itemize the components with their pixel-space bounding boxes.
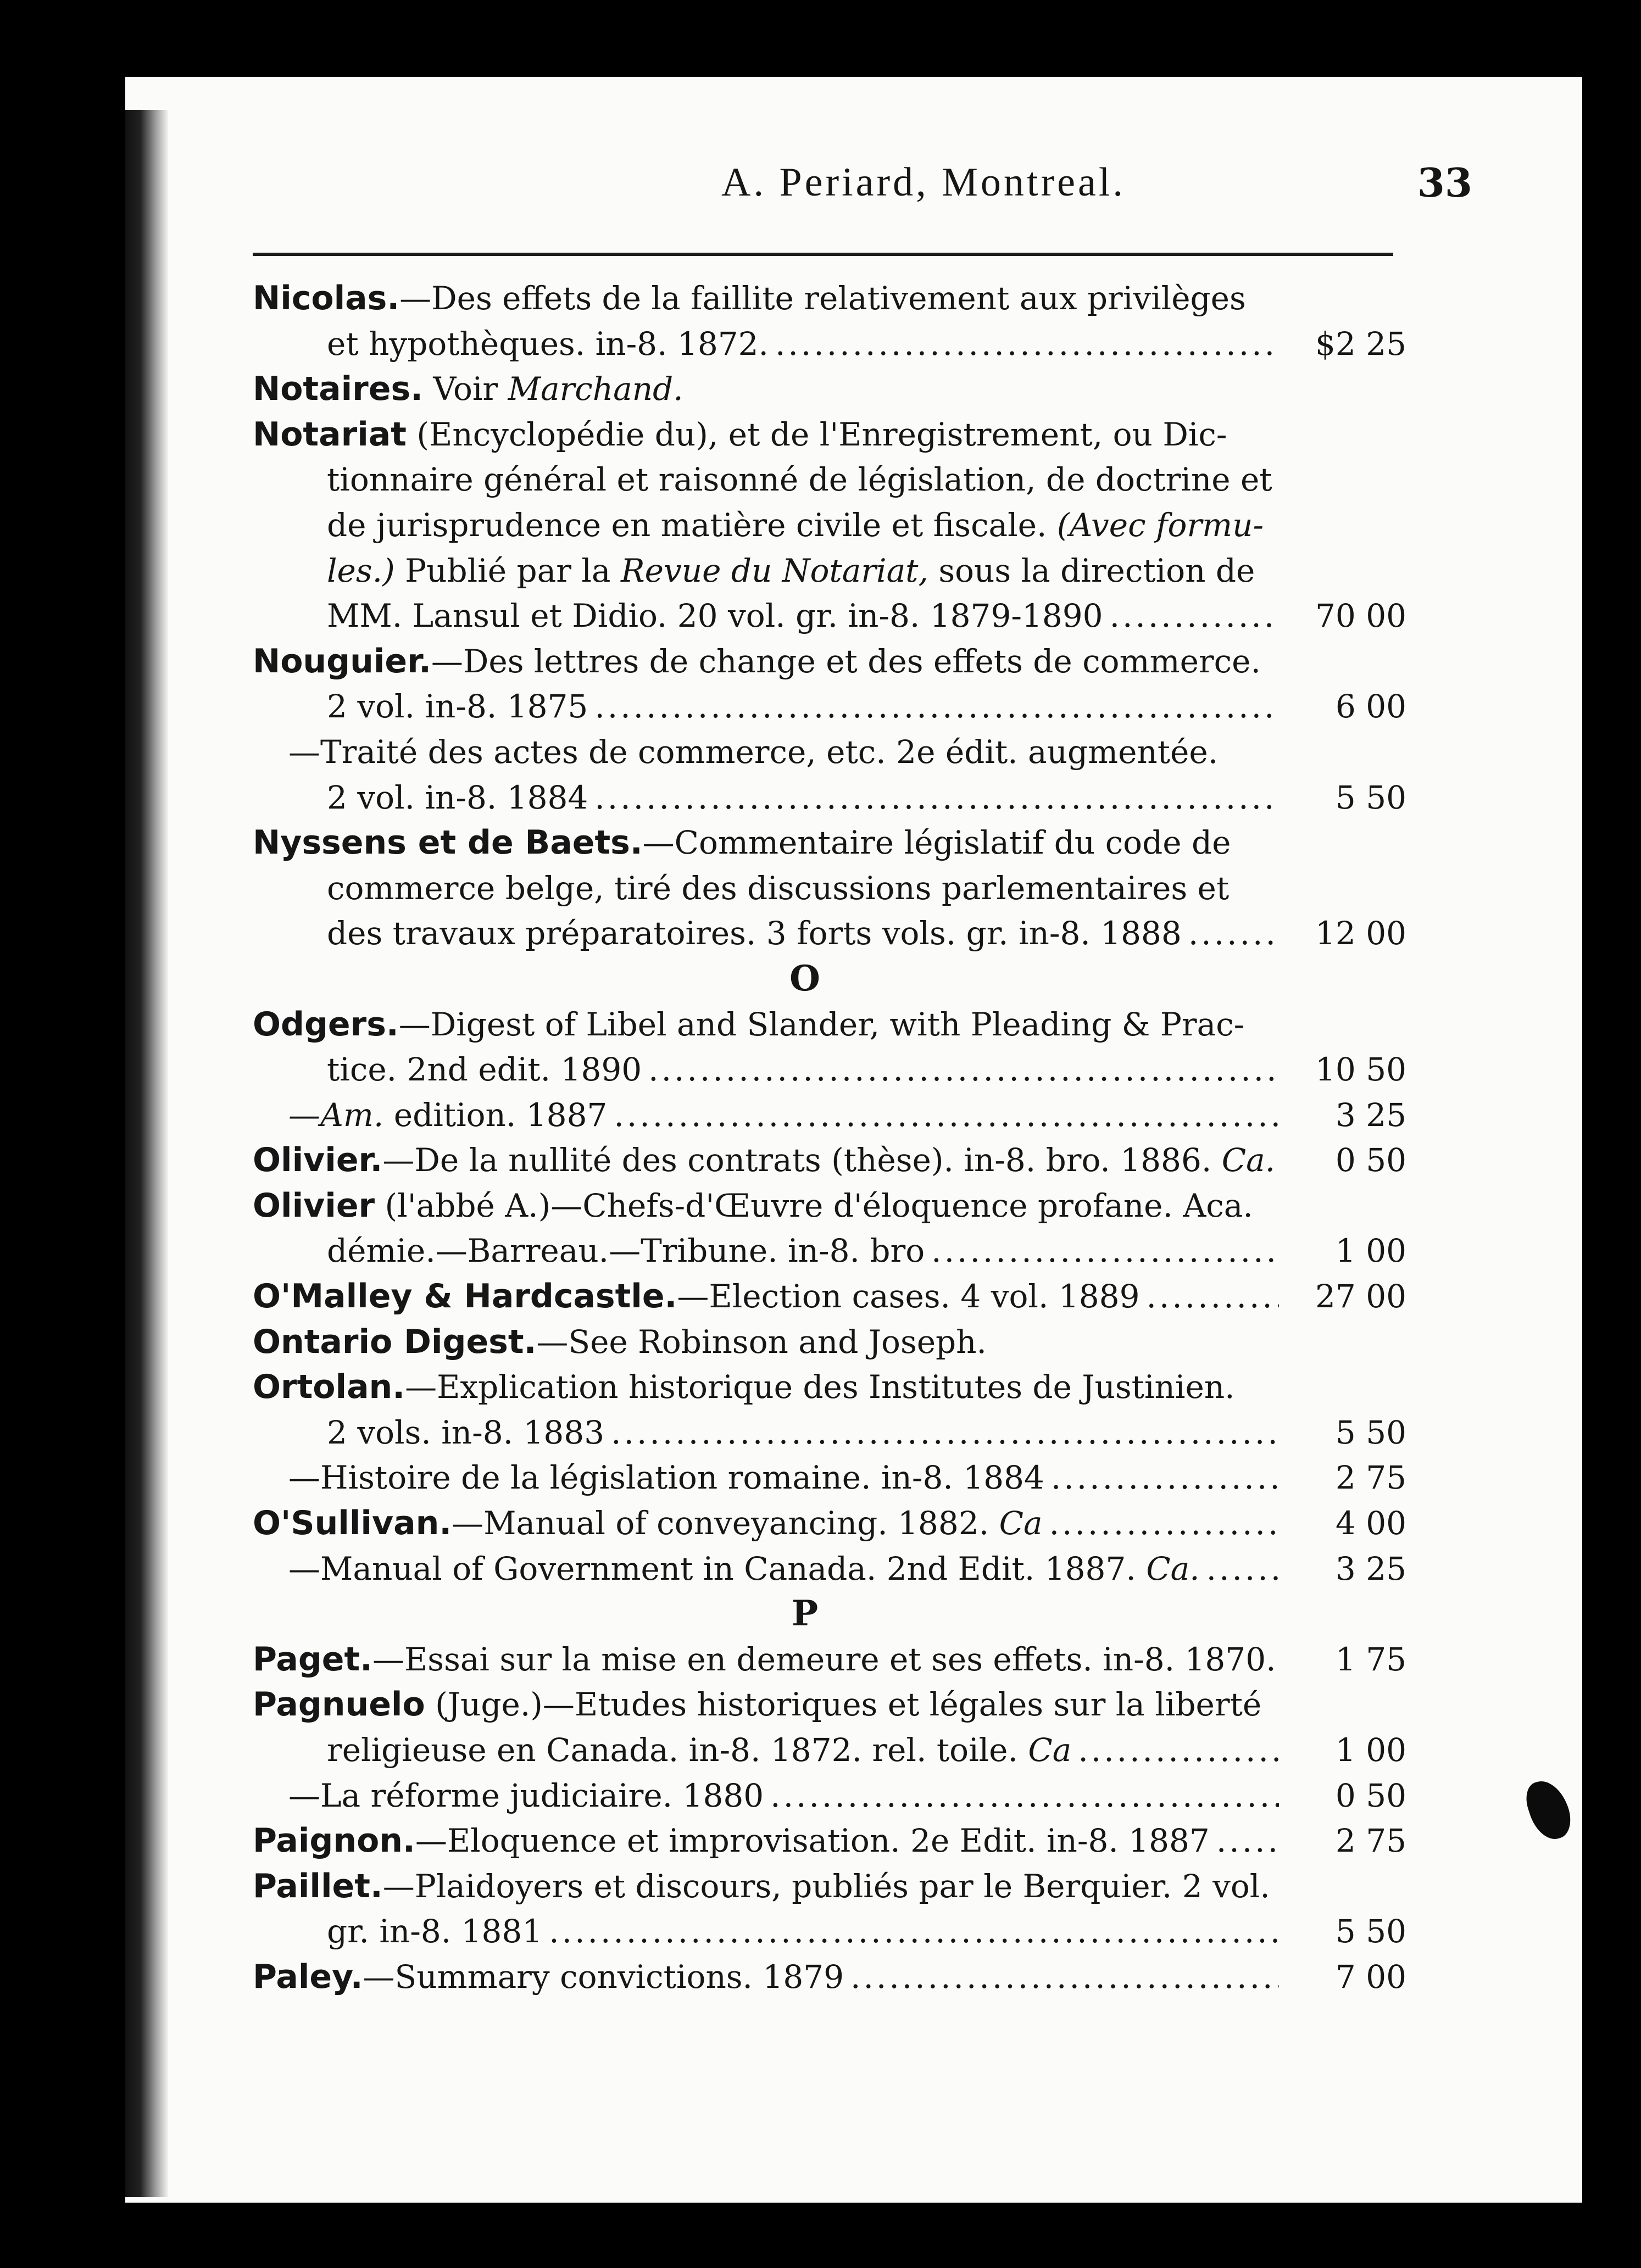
leader-dots <box>1146 1274 1279 1319</box>
entry-line <box>253 1047 1423 1093</box>
entry-line <box>253 1364 1423 1410</box>
entry-text: Voir <box>422 370 508 408</box>
entry-line <box>253 1637 1423 1682</box>
entry-author: Nyssens et de Baets. <box>253 823 643 862</box>
entry-author: Nouguier. <box>253 642 431 681</box>
leader-dots <box>1206 1546 1279 1592</box>
entry-author: Paley. <box>253 1957 363 1996</box>
entry-line <box>253 276 1423 321</box>
entry-author: Paillet. <box>253 1866 383 1905</box>
entry-author: Olivier <box>253 1186 375 1225</box>
leader-dots <box>1188 911 1279 956</box>
entry-price: 12 00 <box>1315 915 1406 952</box>
entry-text: (Encyclopédie du), et de l'Enregistrement, ou Dic- <box>406 415 1227 453</box>
entry-text: —Des lettres de change et des effets de commerce. <box>431 642 1261 680</box>
entry-price: 1 75 <box>1335 1640 1406 1678</box>
entry-text: —Essai sur la mise en demeure et ses effets. in-8. 1870. <box>372 1640 1276 1678</box>
entry-author: Notariat <box>253 415 407 454</box>
entry-price: 3 25 <box>1335 1096 1406 1134</box>
entry-text: —Commentaire législatif du code de <box>642 824 1231 862</box>
leader-dots <box>1049 1501 1279 1546</box>
running-header <box>125 159 1582 220</box>
entry-text: (l'abbé A.)—Chefs-d'Œuvre d'éloquence profane. Aca. <box>375 1186 1253 1224</box>
entry-text: —Histoire de la législation romaine. in-8. 1884 <box>288 1459 1044 1497</box>
leader-dots <box>594 775 1279 821</box>
entry-author: Ortolan. <box>253 1368 405 1407</box>
entry-line <box>253 593 1423 639</box>
leader-dots <box>775 321 1279 367</box>
entry-line <box>253 1093 1423 1138</box>
entry-price: 0 50 <box>1335 1141 1406 1179</box>
entry-line <box>253 503 1423 548</box>
entry-author: O'Malley & Hardcastle. <box>253 1277 677 1316</box>
entry-price: 3 25 <box>1335 1550 1406 1587</box>
catalog-entries <box>253 276 1423 2000</box>
leader-dots <box>594 684 1279 729</box>
entry-author: Olivier. <box>253 1141 383 1180</box>
entry-italic: (Avec formu- <box>1056 506 1264 544</box>
entry-text: et hypothèques. in-8. 1872. <box>327 325 769 363</box>
leader-dots <box>648 1047 1279 1093</box>
leader-dots <box>1078 1728 1279 1773</box>
entry-text: 2 vols. in-8. 1883 <box>327 1413 605 1451</box>
entry-author: Nicolas. <box>253 279 400 317</box>
entry-text: 2 vol. in-8. 1884 <box>327 778 588 816</box>
entry-price: 7 00 <box>1335 1958 1406 1996</box>
entry-price: 27 00 <box>1315 1278 1406 1316</box>
entry-text: commerce belge, tiré des discussions parlementaires et <box>327 869 1230 907</box>
entry-author: O'Sullivan. <box>253 1504 452 1543</box>
entry-author: Notaires. <box>253 370 423 409</box>
entry-text: démie.—Barreau.—Tribune. in-8. bro <box>327 1232 925 1270</box>
leader-dots <box>1110 593 1279 639</box>
entry-price: $2 25 <box>1315 325 1406 363</box>
entry-line <box>253 729 1423 775</box>
entry-price: 10 50 <box>1315 1051 1406 1089</box>
entry-line <box>253 684 1423 729</box>
book-page <box>125 77 1582 2203</box>
entry-text: gr. in-8. 1881 <box>327 1913 543 1951</box>
entry-line <box>253 1728 1423 1773</box>
entry-text: religieuse en Canada. in-8. 1872. rel. toile. <box>327 1731 1028 1769</box>
header-rule <box>253 253 1393 256</box>
ink-blot <box>1521 1775 1577 1845</box>
entry-line <box>253 1410 1423 1456</box>
entry-line <box>253 1002 1423 1047</box>
entry-italic: Ca <box>999 1504 1043 1542</box>
entry-text: —Traité des actes de commerce, etc. 2e édit. augmentée. <box>288 733 1219 771</box>
entry-italic: —Am. <box>288 1096 384 1134</box>
entry-text: tice. 2nd edit. 1890 <box>327 1051 642 1089</box>
entry-line <box>253 1909 1423 1954</box>
entry-text: —Manual of conveyancing. 1882. <box>452 1504 999 1542</box>
entry-text: —Plaidoyers et discours, publiés par le Berquier. 2 vol. <box>382 1867 1270 1905</box>
entry-line <box>253 1274 1423 1319</box>
leader-dots <box>611 1410 1279 1456</box>
entry-line <box>253 457 1423 503</box>
entry-text: —Eloquence et improvisation. 2e Edit. in-8. 1887 <box>415 1822 1210 1860</box>
entry-line <box>253 548 1423 594</box>
entry-text: 2 vol. in-8. 1875 <box>327 688 588 726</box>
page-number: 33 <box>1417 159 1472 206</box>
entry-text: edition. 1887 <box>383 1096 608 1134</box>
entry-line <box>253 1138 1423 1183</box>
entry-line <box>253 1183 1423 1229</box>
entry-price: 4 00 <box>1335 1504 1406 1542</box>
entry-text: Publié par la <box>394 551 621 589</box>
entry-text: —Election cases. 4 vol. 1889 <box>677 1278 1140 1316</box>
entry-line <box>253 412 1423 458</box>
entry-text: —Des effets de la faillite relativement aux privilèges <box>399 280 1246 317</box>
entry-price: 1 00 <box>1335 1731 1406 1769</box>
entry-author: Paignon. <box>253 1821 415 1860</box>
entry-italic: Ca <box>1028 1731 1072 1769</box>
entry-text: —See Robinson and Joseph. <box>536 1323 987 1361</box>
book-spine-shadow <box>125 110 168 2197</box>
entry-author: Ontario Digest. <box>253 1322 537 1361</box>
entry-author: Paget. <box>253 1640 372 1679</box>
entry-text: MM. Lansul et Didio. 20 vol. gr. in-8. 1879-1890 <box>327 597 1103 635</box>
leader-dots <box>1051 1455 1279 1501</box>
entry-text: (Juge.)—Etudes historiques et légales sur la liberté <box>425 1686 1262 1724</box>
entry-line <box>253 321 1423 367</box>
entry-price: 1 00 <box>1335 1232 1406 1270</box>
entry-line <box>253 1455 1423 1501</box>
entry-line <box>253 1319 1423 1365</box>
section-letter: O <box>789 957 820 999</box>
entry-text: —Summary convictions. 1879 <box>363 1958 844 1996</box>
entry-italic: Marchand. <box>508 370 683 408</box>
entry-text: —Digest of Libel and Slander, with Pleading & Prac- <box>398 1005 1245 1043</box>
entry-line <box>253 639 1423 684</box>
entry-price: 2 75 <box>1335 1822 1406 1860</box>
entry-line <box>253 911 1423 956</box>
entry-line <box>253 775 1423 821</box>
entry-price: 5 50 <box>1335 778 1406 816</box>
entry-italic: Ca. <box>1146 1550 1200 1587</box>
entry-line <box>253 1954 1423 2000</box>
header-title: A. Periard, Montreal. <box>721 160 1126 205</box>
leader-dots <box>1216 1818 1279 1864</box>
entry-italic: les.) <box>327 551 395 589</box>
entry-price: 5 50 <box>1335 1913 1406 1951</box>
entry-line <box>253 866 1423 911</box>
entry-line <box>253 366 1423 412</box>
entry-price: 0 50 <box>1335 1776 1406 1814</box>
entry-text: sous la direction de <box>928 551 1255 589</box>
entry-line <box>253 1682 1423 1728</box>
entry-text: —Explication historique des Institutes de Justinien. <box>405 1368 1235 1406</box>
section-letter: P <box>791 1593 819 1635</box>
entry-price: 5 50 <box>1335 1413 1406 1451</box>
entry-price: 6 00 <box>1335 688 1406 726</box>
entry-italic: Ca. <box>1221 1141 1276 1179</box>
entry-line <box>253 1228 1423 1274</box>
entry-line <box>253 1773 1423 1819</box>
entry-text: —De la nullité des contrats (thèse). in-8. bro. 1886. <box>382 1141 1222 1179</box>
leader-dots <box>770 1773 1279 1819</box>
entry-price: 70 00 <box>1315 597 1406 635</box>
entry-line <box>253 1818 1423 1864</box>
entry-text: des travaux préparatoires. 3 forts vols. gr. in-8. 1888 <box>327 915 1182 952</box>
entry-text: de jurisprudence en matière civile et fiscale. <box>327 506 1057 544</box>
entry-line <box>253 1546 1423 1592</box>
entry-text: tionnaire général et raisonné de législation, de doctrine et <box>327 461 1272 499</box>
entry-line <box>253 820 1423 866</box>
leader-dots <box>850 1954 1279 2000</box>
leader-dots <box>931 1228 1279 1274</box>
entry-text: —Manual of Government in Canada. 2nd Edit. 1887. <box>288 1550 1147 1587</box>
entry-author: Pagnuelo <box>253 1685 425 1724</box>
entry-italic: Revue du Notariat, <box>620 551 928 589</box>
entry-author: Odgers. <box>253 1005 399 1044</box>
leader-dots <box>549 1909 1279 1954</box>
leader-dots <box>614 1093 1279 1138</box>
entry-text: —La réforme judiciaire. 1880 <box>288 1776 764 1814</box>
entry-line <box>253 1501 1423 1546</box>
entry-price: 2 75 <box>1335 1459 1406 1497</box>
entry-line <box>253 1864 1423 1909</box>
